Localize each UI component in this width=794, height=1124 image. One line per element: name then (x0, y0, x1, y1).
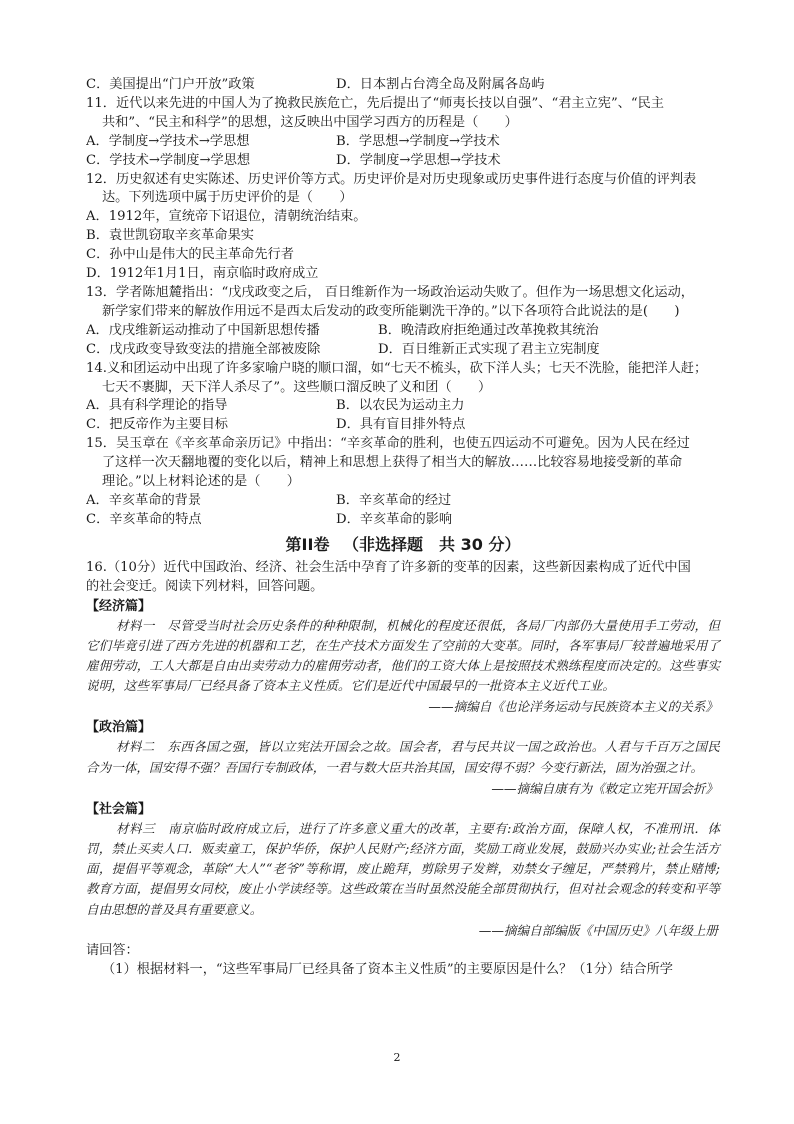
option-d: D．1912年1月1日，南京临时政府成立 (86, 266, 319, 282)
material-3: 材料三 南京临时政府成立后，进行了许多意义重大的改革，主要有:政治方面，保障人权，不准刑讯．体罚，禁止买卖人口．贩卖童工，保护华侨，保护人民财产;经济方面，奖励工商业发展，鼓励兴办实业;社会生活方面，提倡平等观念，革除“大人”“老爷”等称谓，废止跪拜，剪除男子发辫，劝禁女子缠足，严禁鸦片，禁止赌博;教育方面，提倡男女同校，废止小学读经等。这些政策在当时虽然没能全部贯彻执行，但对社会观念的转变和平等自由思想的普及具有重要意义。 (86, 820, 720, 917)
material-2-source: ——摘编自康有为《敕定立宪开国会折》 (491, 780, 718, 796)
option-a: A．戊戌维新运动推动了中国新思想传播 (86, 322, 320, 338)
politics-section-tag: 【政治篇】 (86, 720, 152, 736)
question-16 (86, 559, 720, 980)
option-d: D．日本割占台湾全岛及附属各岛屿 (336, 77, 545, 92)
question-intro: 16.（10分）近代中国政治、经济、社会生活中孕育了许多新的变革的因素，这些新因素构成了近代中国 (86, 559, 691, 575)
option-a: A．辛亥革命的背景 (86, 492, 202, 508)
material-1-source: ——摘编自《也论洋务运动与民族资本主义的关系》 (428, 699, 718, 715)
option-d: D．辛亥革命的影响 (336, 511, 453, 527)
society-section-tag: 【社会篇】 (86, 801, 152, 817)
option-b: B．学思想→学制度→学技术 (336, 133, 500, 149)
material-3-source: ——摘编自部编版《中国历史》八年级上册 (478, 922, 718, 938)
question-intro-cont: 的社会变迁。阅读下列材料，回答问题。 (86, 578, 324, 594)
option-d: D．百日维新正式实现了君主立宪制度 (378, 341, 600, 357)
sub-question-1: （1）根据材料一，“这些军事局厂已经具备了资本主义性质”的主要原因是什么？（1分）结合所学 (102, 961, 673, 977)
option-b: B．晚清政府拒绝通过改革挽救其统治 (378, 322, 599, 338)
question-11 (86, 95, 720, 171)
option-c: C．孙中山是伟大的民主革命先行者 (86, 247, 294, 263)
option-c: C．美国提出“门户开放”政策 (86, 77, 255, 92)
economy-section-tag: 【经济篇】 (86, 598, 152, 614)
question-stem: 15．吴玉章在《辛亥革命亲历记》中指出：“辛亥革命的胜利，也使五四运动不可避免。因为人民在经过 (86, 436, 690, 452)
question-stem-cont: 了这样一次天翻地覆的变化以后，精神上和思想上获得了相当大的解放……比较容易地接受新的革命 (102, 455, 683, 471)
option-a: A．具有科学理论的指导 (86, 398, 228, 414)
question-12 (86, 171, 720, 284)
option-c: C．学技术→学制度→学思想 (86, 152, 251, 168)
material-2: 材料二 东西各国之强，皆以立宪法开国会之故。国会者，君与民共议一国之政治也。人君与千百万之国民合为一体，国安得不强？吾国行专制政体，一君与数大臣共治其国，国安得不弱？今变行新法，固为治强之计。 (86, 739, 720, 775)
option-b: B．袁世凯窃取辛亥革命果实 (86, 228, 254, 244)
question-stem-cont: 达。下列选项中属于历史评价的是（ ） (102, 190, 353, 206)
option-b: B．辛亥革命的经过 (336, 492, 452, 508)
option-a: A．学制度→学技术→学思想 (86, 133, 250, 149)
option-c: C．戊戌政变导致变法的措施全部被废除 (86, 341, 321, 357)
question-stem: 11．近代以来先进的中国人为了挽救民族危亡，先后提出了“师夷长技以自强”、“君主立宪”、“民主 (86, 95, 664, 111)
page-number: 2 (393, 1051, 401, 1064)
option-a: A．1912年，宣统帝下诏退位，清朝统治结束。 (86, 209, 367, 225)
option-c: C．把反帝作为主要目标 (86, 417, 228, 433)
part-2-subtitle: （非选择题 共 30 分） (343, 534, 521, 554)
q10-options-cd (86, 76, 720, 95)
question-stem-cont: 七天不裹脚，天下洋人杀尽了”。这些顺口溜反映了义和团（ ） (102, 379, 492, 395)
answer-prompt: 请回答： (86, 942, 139, 958)
question-15 (86, 435, 720, 530)
option-c: C．辛亥革命的特点 (86, 511, 202, 527)
question-stem-cont: 理论。”以上材料论述的是（ ） (102, 474, 300, 490)
option-d: D．具有盲目排外特点 (336, 417, 466, 433)
part-2-title: 第II卷 (285, 534, 330, 554)
question-stem-cont: 新学家们带来的解放作用远不是西太后发动的政变所能剿洗干净的。”以下各项符合此说法的是( ) (102, 303, 680, 319)
part-2-heading (86, 532, 720, 558)
question-14 (86, 360, 720, 436)
question-stem-cont: 共和”、“民主和科学”的思想，这反映出中国学习西方的历程是（ ） (102, 114, 518, 130)
option-d: D．学制度→学思想→学技术 (336, 152, 501, 168)
option-b: B．以农民为运动主力 (336, 398, 465, 414)
question-stem: 14.义和团运动中出现了许多家喻户晓的顺口溜，如“七天不梳头，砍下洋人头；七天不洗脸，能把洋人赶； (86, 360, 708, 376)
question-13 (86, 284, 720, 360)
question-stem: 13．学者陈旭麓指出：“戊戌政变之后， 百日维新作为一场政治运动失败了。但作为一场思想文化运动， (86, 284, 694, 300)
material-1: 材料一 尽管受当时社会历史条件的种种限制，机械化的程度还很低，各局厂内部仍大量使用手工劳动，但它们毕竟引进了西方先进的机器和工艺，在生产技术方面发生了空前的大变革。同时，各军事局厂较普遍地采用了雇佣劳动，工人大都是自由出卖劳动力的雇佣劳动者，他们的工资大体上是按照技术熟练程度而决定的。这些事实说明，这些军事局厂已经具备了资本主义性质。它们是近代中国最早的一批资本主义近代工业。 (86, 617, 720, 694)
question-stem: 12．历史叙述有史实陈述、历史评价等方式。历史评价是对历史现象或历史事件进行态度与价值的评判表 (86, 171, 697, 187)
